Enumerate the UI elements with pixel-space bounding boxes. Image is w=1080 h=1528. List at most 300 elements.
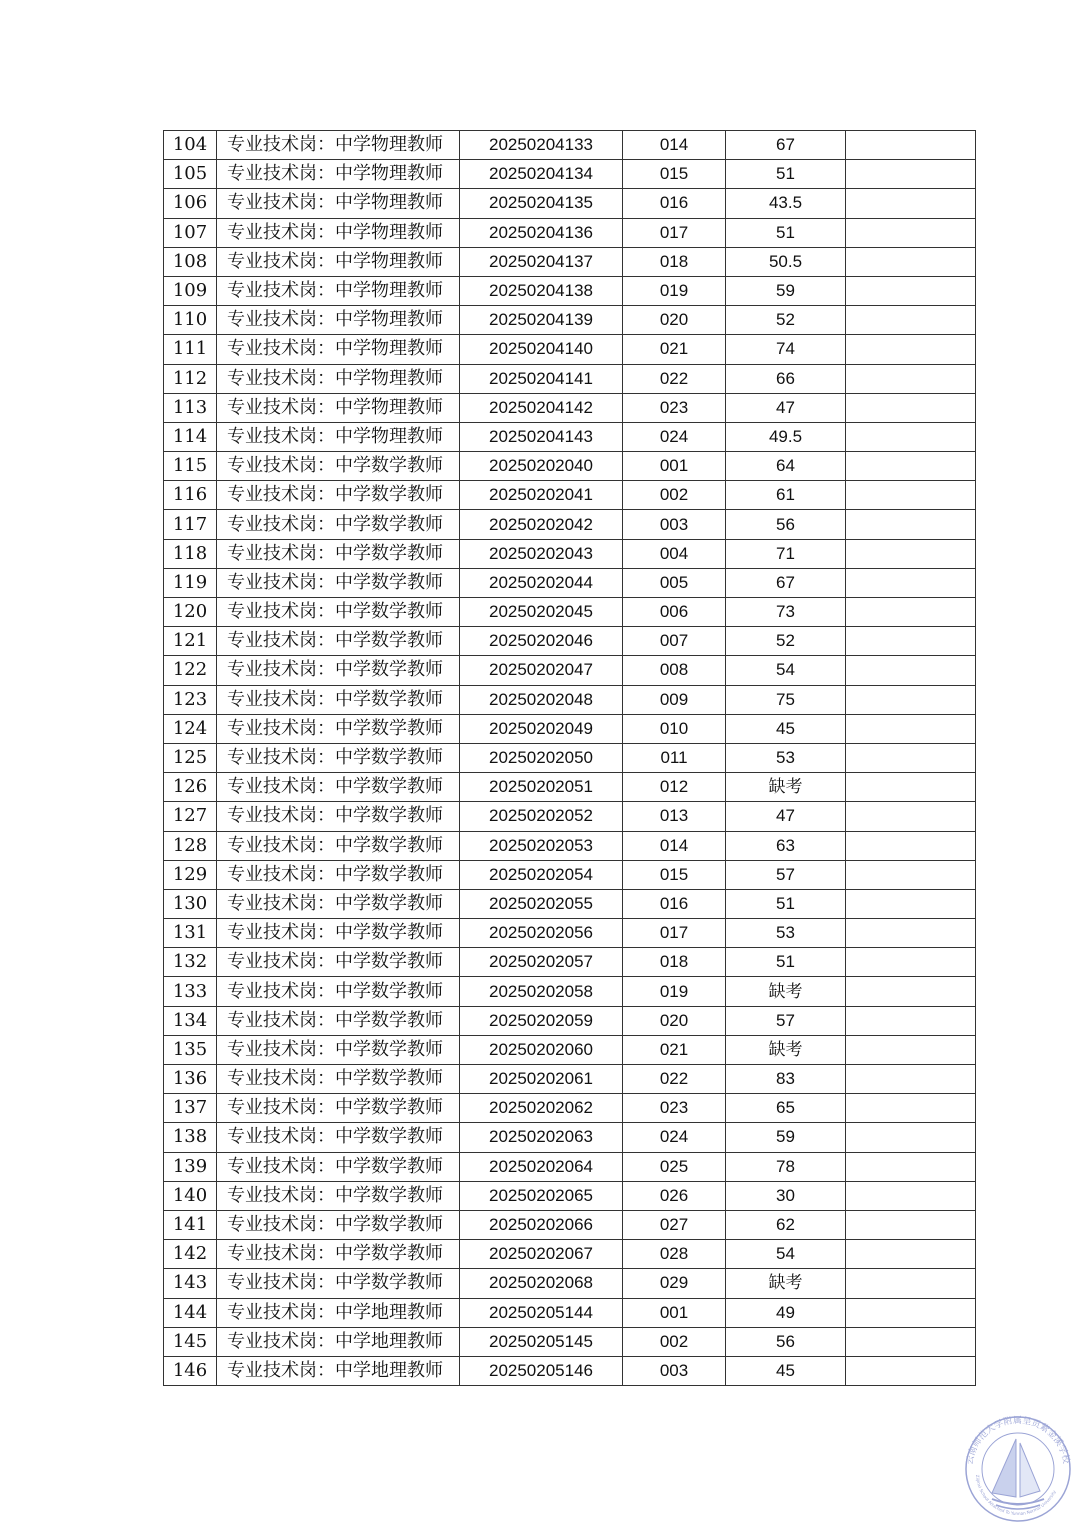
exam-number-cell: 20250202061 <box>460 1065 623 1094</box>
post-cell: 专业技术岗：中学数学教师 <box>217 1210 460 1239</box>
remark-cell <box>846 393 976 422</box>
post-cell: 专业技术岗：中学地理教师 <box>217 1298 460 1327</box>
post-cell: 专业技术岗：中学物理教师 <box>217 393 460 422</box>
table-row <box>164 306 976 335</box>
table-row <box>164 1094 976 1123</box>
score-cell: 59 <box>726 276 846 305</box>
post-cell: 专业技术岗：中学物理教师 <box>217 189 460 218</box>
seq-cell: 132 <box>164 948 217 977</box>
exam-number-cell: 20250202068 <box>460 1269 623 1298</box>
seat-number-cell: 023 <box>623 1094 726 1123</box>
score-cell: 56 <box>726 510 846 539</box>
score-cell: 54 <box>726 1240 846 1269</box>
post-cell: 专业技术岗：中学数学教师 <box>217 919 460 948</box>
remark-cell <box>846 335 976 364</box>
seq-cell: 128 <box>164 831 217 860</box>
remark-cell <box>846 1240 976 1269</box>
table-row <box>164 1356 976 1385</box>
exam-number-cell: 20250202044 <box>460 568 623 597</box>
remark-cell <box>846 685 976 714</box>
seat-number-cell: 022 <box>623 364 726 393</box>
table-row <box>164 627 976 656</box>
remark-cell <box>846 598 976 627</box>
table-row <box>164 276 976 305</box>
seq-cell: 145 <box>164 1327 217 1356</box>
post-cell: 专业技术岗：中学数学教师 <box>217 831 460 860</box>
table-row <box>164 422 976 451</box>
seat-number-cell: 023 <box>623 393 726 422</box>
table-row <box>164 539 976 568</box>
seq-cell: 122 <box>164 656 217 685</box>
post-cell: 专业技术岗：中学物理教师 <box>217 160 460 189</box>
remark-cell <box>846 948 976 977</box>
seq-cell: 119 <box>164 568 217 597</box>
remark-cell <box>846 1094 976 1123</box>
table-row <box>164 860 976 889</box>
table-row <box>164 1298 976 1327</box>
seat-number-cell: 012 <box>623 773 726 802</box>
post-cell: 专业技术岗：中学地理教师 <box>217 1327 460 1356</box>
remark-cell <box>846 1356 976 1385</box>
remark-cell <box>846 656 976 685</box>
exam-number-cell: 20250204139 <box>460 306 623 335</box>
remark-cell <box>846 452 976 481</box>
exam-number-cell: 20250204136 <box>460 218 623 247</box>
seat-number-cell: 004 <box>623 539 726 568</box>
seat-number-cell: 016 <box>623 189 726 218</box>
score-cell: 64 <box>726 452 846 481</box>
seat-number-cell: 001 <box>623 452 726 481</box>
score-cell: 52 <box>726 306 846 335</box>
seq-cell: 118 <box>164 539 217 568</box>
score-cell: 74 <box>726 335 846 364</box>
remark-cell <box>846 1298 976 1327</box>
exam-number-cell: 20250202058 <box>460 977 623 1006</box>
score-cell: 43.5 <box>726 189 846 218</box>
score-cell: 53 <box>726 743 846 772</box>
exam-number-cell: 20250205144 <box>460 1298 623 1327</box>
post-cell: 专业技术岗：中学数学教师 <box>217 977 460 1006</box>
seat-number-cell: 013 <box>623 802 726 831</box>
post-cell: 专业技术岗：中学数学教师 <box>217 860 460 889</box>
score-cell: 67 <box>726 131 846 160</box>
score-cell: 71 <box>726 539 846 568</box>
table-row <box>164 1240 976 1269</box>
score-cell: 62 <box>726 1210 846 1239</box>
seat-number-cell: 003 <box>623 1356 726 1385</box>
exam-number-cell: 20250202063 <box>460 1123 623 1152</box>
table-row <box>164 1065 976 1094</box>
exam-number-cell: 20250202047 <box>460 656 623 685</box>
table-row <box>164 335 976 364</box>
score-cell: 缺考 <box>726 977 846 1006</box>
seat-number-cell: 002 <box>623 481 726 510</box>
remark-cell <box>846 1152 976 1181</box>
remark-cell <box>846 977 976 1006</box>
exam-number-cell: 20250202057 <box>460 948 623 977</box>
seq-cell: 113 <box>164 393 217 422</box>
score-cell: 47 <box>726 393 846 422</box>
exam-number-cell: 20250202060 <box>460 1035 623 1064</box>
seq-cell: 115 <box>164 452 217 481</box>
exam-number-cell: 20250204143 <box>460 422 623 451</box>
seq-cell: 139 <box>164 1152 217 1181</box>
post-cell: 专业技术岗：中学数学教师 <box>217 1065 460 1094</box>
exam-number-cell: 20250202043 <box>460 539 623 568</box>
seq-cell: 142 <box>164 1240 217 1269</box>
seq-cell: 141 <box>164 1210 217 1239</box>
table-row <box>164 919 976 948</box>
remark-cell <box>846 189 976 218</box>
seq-cell: 129 <box>164 860 217 889</box>
svg-text:Ziijinxi School Attached To Yu: Ziijinxi School Attached To Yunnan Normal University <box>975 1474 1057 1517</box>
table-row <box>164 393 976 422</box>
exam-number-cell: 20250202045 <box>460 598 623 627</box>
post-cell: 专业技术岗：中学物理教师 <box>217 276 460 305</box>
remark-cell <box>846 1065 976 1094</box>
score-cell: 66 <box>726 364 846 393</box>
seq-cell: 143 <box>164 1269 217 1298</box>
table-row <box>164 977 976 1006</box>
remark-cell <box>846 773 976 802</box>
score-cell: 52 <box>726 627 846 656</box>
exam-number-cell: 20250202052 <box>460 802 623 831</box>
post-cell: 专业技术岗：中学物理教师 <box>217 306 460 335</box>
score-cell: 缺考 <box>726 1035 846 1064</box>
score-cell: 73 <box>726 598 846 627</box>
exam-number-cell: 20250202046 <box>460 627 623 656</box>
score-table <box>163 130 976 1386</box>
seat-number-cell: 014 <box>623 131 726 160</box>
remark-cell <box>846 1035 976 1064</box>
table-row <box>164 802 976 831</box>
seq-cell: 131 <box>164 919 217 948</box>
exam-number-cell: 20250204141 <box>460 364 623 393</box>
seq-cell: 146 <box>164 1356 217 1385</box>
remark-cell <box>846 627 976 656</box>
score-cell: 缺考 <box>726 773 846 802</box>
table-row <box>164 743 976 772</box>
table-row <box>164 452 976 481</box>
exam-number-cell: 20250202041 <box>460 481 623 510</box>
exam-number-cell: 20250202056 <box>460 919 623 948</box>
seq-cell: 134 <box>164 1006 217 1035</box>
seat-number-cell: 025 <box>623 1152 726 1181</box>
exam-number-cell: 20250202049 <box>460 714 623 743</box>
remark-cell <box>846 539 976 568</box>
seq-cell: 136 <box>164 1065 217 1094</box>
remark-cell <box>846 364 976 393</box>
remark-cell <box>846 481 976 510</box>
exam-number-cell: 20250204138 <box>460 276 623 305</box>
table-row <box>164 218 976 247</box>
seq-cell: 116 <box>164 481 217 510</box>
table-row <box>164 714 976 743</box>
score-cell: 51 <box>726 889 846 918</box>
seq-cell: 120 <box>164 598 217 627</box>
score-cell: 67 <box>726 568 846 597</box>
seat-number-cell: 015 <box>623 860 726 889</box>
remark-cell <box>846 568 976 597</box>
seat-number-cell: 018 <box>623 948 726 977</box>
post-cell: 专业技术岗：中学物理教师 <box>217 218 460 247</box>
seat-number-cell: 022 <box>623 1065 726 1094</box>
seq-cell: 135 <box>164 1035 217 1064</box>
table-row <box>164 1006 976 1035</box>
post-cell: 专业技术岗：中学数学教师 <box>217 539 460 568</box>
seq-cell: 144 <box>164 1298 217 1327</box>
post-cell: 专业技术岗：中学数学教师 <box>217 568 460 597</box>
table-row <box>164 247 976 276</box>
table-row <box>164 889 976 918</box>
exam-number-cell: 20250204142 <box>460 393 623 422</box>
score-cell: 65 <box>726 1094 846 1123</box>
exam-number-cell: 20250202053 <box>460 831 623 860</box>
remark-cell <box>846 422 976 451</box>
seat-number-cell: 021 <box>623 1035 726 1064</box>
score-cell: 75 <box>726 685 846 714</box>
score-cell: 56 <box>726 1327 846 1356</box>
exam-number-cell: 20250202067 <box>460 1240 623 1269</box>
score-cell: 47 <box>726 802 846 831</box>
post-cell: 专业技术岗：中学物理教师 <box>217 364 460 393</box>
table-row <box>164 481 976 510</box>
score-cell: 51 <box>726 218 846 247</box>
remark-cell <box>846 510 976 539</box>
post-cell: 专业技术岗：中学数学教师 <box>217 627 460 656</box>
seat-number-cell: 016 <box>623 889 726 918</box>
score-cell: 54 <box>726 656 846 685</box>
post-cell: 专业技术岗：中学数学教师 <box>217 1035 460 1064</box>
seat-number-cell: 027 <box>623 1210 726 1239</box>
post-cell: 专业技术岗：中学数学教师 <box>217 743 460 772</box>
remark-cell <box>846 743 976 772</box>
seq-cell: 105 <box>164 160 217 189</box>
seq-cell: 123 <box>164 685 217 714</box>
post-cell: 专业技术岗：中学数学教师 <box>217 1152 460 1181</box>
remark-cell <box>846 1006 976 1035</box>
table-row <box>164 568 976 597</box>
seat-number-cell: 020 <box>623 1006 726 1035</box>
exam-number-cell: 20250204133 <box>460 131 623 160</box>
seat-number-cell: 010 <box>623 714 726 743</box>
table-row <box>164 364 976 393</box>
score-cell: 49.5 <box>726 422 846 451</box>
table-row <box>164 948 976 977</box>
seat-number-cell: 015 <box>623 160 726 189</box>
exam-number-cell: 20250202059 <box>460 1006 623 1035</box>
seat-number-cell: 003 <box>623 510 726 539</box>
post-cell: 专业技术岗：中学数学教师 <box>217 685 460 714</box>
post-cell: 专业技术岗：中学数学教师 <box>217 714 460 743</box>
table-row <box>164 1152 976 1181</box>
seq-cell: 138 <box>164 1123 217 1152</box>
exam-number-cell: 20250202054 <box>460 860 623 889</box>
seat-number-cell: 020 <box>623 306 726 335</box>
seat-number-cell: 019 <box>623 977 726 1006</box>
post-cell: 专业技术岗：中学数学教师 <box>217 510 460 539</box>
seat-number-cell: 005 <box>623 568 726 597</box>
post-cell: 专业技术岗：中学数学教师 <box>217 948 460 977</box>
seq-cell: 121 <box>164 627 217 656</box>
post-cell: 专业技术岗：中学数学教师 <box>217 481 460 510</box>
post-cell: 专业技术岗：中学数学教师 <box>217 889 460 918</box>
score-table-body <box>164 131 976 1386</box>
seat-number-cell: 021 <box>623 335 726 364</box>
post-cell: 专业技术岗：中学数学教师 <box>217 1269 460 1298</box>
post-cell: 专业技术岗：中学地理教师 <box>217 1356 460 1385</box>
post-cell: 专业技术岗：中学物理教师 <box>217 131 460 160</box>
exam-number-cell: 20250202055 <box>460 889 623 918</box>
table-row <box>164 160 976 189</box>
table-row <box>164 1269 976 1298</box>
table-row <box>164 1327 976 1356</box>
remark-cell <box>846 1327 976 1356</box>
remark-cell <box>846 1269 976 1298</box>
exam-number-cell: 20250202048 <box>460 685 623 714</box>
post-cell: 专业技术岗：中学物理教师 <box>217 247 460 276</box>
post-cell: 专业技术岗：中学数学教师 <box>217 1123 460 1152</box>
score-cell: 45 <box>726 1356 846 1385</box>
seat-number-cell: 006 <box>623 598 726 627</box>
seat-number-cell: 028 <box>623 1240 726 1269</box>
seat-number-cell: 017 <box>623 218 726 247</box>
seq-cell: 108 <box>164 247 217 276</box>
seq-cell: 109 <box>164 276 217 305</box>
seq-cell: 111 <box>164 335 217 364</box>
post-cell: 专业技术岗：中学数学教师 <box>217 1181 460 1210</box>
table-row <box>164 131 976 160</box>
exam-number-cell: 20250205146 <box>460 1356 623 1385</box>
table-row <box>164 773 976 802</box>
table-row <box>164 1123 976 1152</box>
score-cell: 59 <box>726 1123 846 1152</box>
exam-number-cell: 20250205145 <box>460 1327 623 1356</box>
remark-cell <box>846 860 976 889</box>
score-cell: 30 <box>726 1181 846 1210</box>
seq-cell: 107 <box>164 218 217 247</box>
remark-cell <box>846 1181 976 1210</box>
table-row <box>164 1035 976 1064</box>
seat-number-cell: 001 <box>623 1298 726 1327</box>
exam-number-cell: 20250202062 <box>460 1094 623 1123</box>
post-cell: 专业技术岗：中学物理教师 <box>217 335 460 364</box>
seat-number-cell: 017 <box>623 919 726 948</box>
seq-cell: 126 <box>164 773 217 802</box>
table-row <box>164 831 976 860</box>
seat-number-cell: 014 <box>623 831 726 860</box>
remark-cell <box>846 131 976 160</box>
table-row <box>164 685 976 714</box>
remark-cell <box>846 218 976 247</box>
table-row <box>164 510 976 539</box>
score-cell: 53 <box>726 919 846 948</box>
remark-cell <box>846 919 976 948</box>
post-cell: 专业技术岗：中学数学教师 <box>217 1240 460 1269</box>
post-cell: 专业技术岗：中学数学教师 <box>217 802 460 831</box>
remark-cell <box>846 1210 976 1239</box>
seq-cell: 133 <box>164 977 217 1006</box>
score-cell: 51 <box>726 948 846 977</box>
score-cell: 63 <box>726 831 846 860</box>
seat-number-cell: 024 <box>623 422 726 451</box>
score-cell: 78 <box>726 1152 846 1181</box>
remark-cell <box>846 831 976 860</box>
post-cell: 专业技术岗：中学数学教师 <box>217 773 460 802</box>
seat-number-cell: 019 <box>623 276 726 305</box>
exam-number-cell: 20250202050 <box>460 743 623 772</box>
score-cell: 45 <box>726 714 846 743</box>
exam-number-cell: 20250204137 <box>460 247 623 276</box>
score-cell: 83 <box>726 1065 846 1094</box>
seat-number-cell: 026 <box>623 1181 726 1210</box>
seat-number-cell: 009 <box>623 685 726 714</box>
svg-text:云南师范大学附属呈贡紫金溪学校: 云南师范大学附属呈贡紫金溪学校 <box>965 1415 1071 1466</box>
exam-number-cell: 20250204134 <box>460 160 623 189</box>
seat-number-cell: 007 <box>623 627 726 656</box>
post-cell: 专业技术岗：中学数学教师 <box>217 598 460 627</box>
exam-number-cell: 20250202042 <box>460 510 623 539</box>
exam-number-cell: 20250204140 <box>460 335 623 364</box>
score-cell: 49 <box>726 1298 846 1327</box>
exam-number-cell: 20250202065 <box>460 1181 623 1210</box>
seq-cell: 117 <box>164 510 217 539</box>
seq-cell: 110 <box>164 306 217 335</box>
table-row <box>164 598 976 627</box>
post-cell: 专业技术岗：中学数学教师 <box>217 656 460 685</box>
score-cell: 57 <box>726 860 846 889</box>
seq-cell: 114 <box>164 422 217 451</box>
table-row <box>164 1181 976 1210</box>
exam-number-cell: 20250202066 <box>460 1210 623 1239</box>
remark-cell <box>846 247 976 276</box>
seq-cell: 104 <box>164 131 217 160</box>
score-cell: 50.5 <box>726 247 846 276</box>
exam-number-cell: 20250202051 <box>460 773 623 802</box>
post-cell: 专业技术岗：中学数学教师 <box>217 1094 460 1123</box>
post-cell: 专业技术岗：中学数学教师 <box>217 1006 460 1035</box>
remark-cell <box>846 306 976 335</box>
exam-number-cell: 20250202064 <box>460 1152 623 1181</box>
exam-number-cell: 20250202040 <box>460 452 623 481</box>
seq-cell: 106 <box>164 189 217 218</box>
seq-cell: 137 <box>164 1094 217 1123</box>
seq-cell: 140 <box>164 1181 217 1210</box>
seq-cell: 127 <box>164 802 217 831</box>
seat-number-cell: 018 <box>623 247 726 276</box>
table-row <box>164 656 976 685</box>
remark-cell <box>846 714 976 743</box>
remark-cell <box>846 160 976 189</box>
school-seal-icon <box>958 1413 1078 1525</box>
score-cell: 61 <box>726 481 846 510</box>
score-cell: 缺考 <box>726 1269 846 1298</box>
exam-number-cell: 20250204135 <box>460 189 623 218</box>
table-row <box>164 189 976 218</box>
seat-number-cell: 024 <box>623 1123 726 1152</box>
seat-number-cell: 008 <box>623 656 726 685</box>
score-cell: 57 <box>726 1006 846 1035</box>
seat-number-cell: 011 <box>623 743 726 772</box>
remark-cell <box>846 889 976 918</box>
seq-cell: 130 <box>164 889 217 918</box>
remark-cell <box>846 1123 976 1152</box>
remark-cell <box>846 276 976 305</box>
table-row <box>164 1210 976 1239</box>
post-cell: 专业技术岗：中学数学教师 <box>217 452 460 481</box>
seq-cell: 124 <box>164 714 217 743</box>
score-cell: 51 <box>726 160 846 189</box>
